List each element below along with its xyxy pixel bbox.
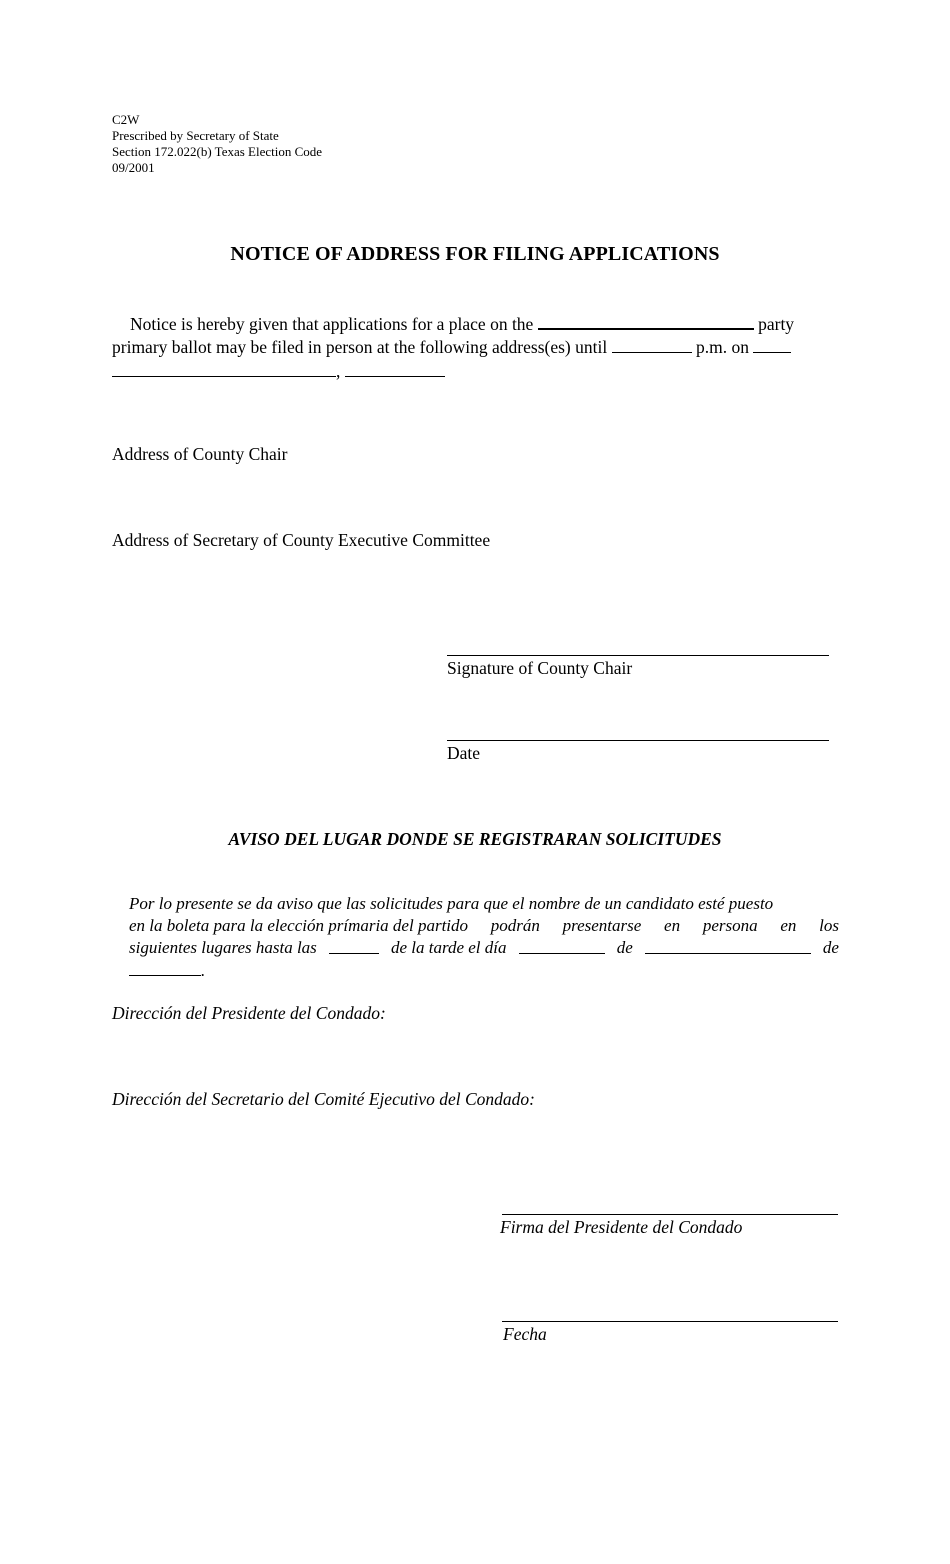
filing-month-field[interactable]: [112, 361, 336, 377]
form-code: C2W: [112, 112, 140, 127]
form-date: 09/2001: [112, 160, 155, 175]
aviso-text-1: Por lo presente se da aviso que las solicitudes para que el nombre de un candidato esté puesto: [129, 894, 774, 913]
notice-text-2a: primary ballot may be filed in person at the following address(es) until: [112, 337, 608, 357]
direccion-presidente-label: Dirección del Presidente del Condado:: [112, 1003, 386, 1023]
aviso-word: persona: [702, 916, 758, 935]
aviso-word: podrán: [490, 916, 540, 935]
fecha-line[interactable]: [502, 1321, 838, 1322]
aviso-word: los: [819, 916, 839, 935]
dia-field[interactable]: [519, 938, 605, 954]
page-title: NOTICE OF ADDRESS FOR FILING APPLICATIONS: [230, 243, 720, 265]
aviso-line-3: [129, 938, 839, 958]
fecha-label: Fecha: [503, 1324, 547, 1344]
notice-line-1: [112, 313, 839, 335]
secretary-address-label: Address of Secretary of County Executive Committee: [112, 530, 491, 550]
aviso-word: en: [664, 916, 681, 935]
party-name-field[interactable]: [538, 313, 754, 330]
aviso-line-4: [129, 960, 839, 981]
firma-label: Firma del Presidente del Condado: [500, 1217, 743, 1237]
aviso-text-3b: de la tarde el día: [390, 938, 507, 957]
ano-field[interactable]: [129, 960, 201, 976]
notice-text-2b: p.m. on: [695, 337, 749, 357]
aviso-text-3a: siguientes lugares hasta las: [129, 938, 317, 957]
aviso-word: en la boleta para la elección prímaria del partido: [129, 916, 469, 935]
filing-time-field[interactable]: [612, 337, 692, 353]
prescribed-by: Prescribed by Secretary of State: [112, 128, 279, 143]
aviso-word: en: [780, 916, 797, 935]
aviso-line-1: [129, 894, 839, 914]
election-code-section: Section 172.022(b) Texas Election Code: [112, 144, 323, 159]
mes-field[interactable]: [645, 938, 811, 954]
notice-line-2: [112, 337, 839, 358]
filing-day-field[interactable]: [753, 337, 791, 353]
notice-text-1a: Notice is hereby given that applications for a place on the: [130, 314, 534, 334]
date-line[interactable]: [447, 740, 829, 741]
notice-comma: ,: [336, 361, 341, 381]
hora-field[interactable]: [329, 938, 379, 954]
date-label: Date: [447, 743, 481, 763]
signature-label: Signature of County Chair: [447, 658, 633, 678]
aviso-line-2: [129, 916, 839, 936]
notice-line-3: [112, 361, 839, 382]
aviso-word: presentarse: [562, 916, 642, 935]
firma-line[interactable]: [502, 1214, 838, 1215]
aviso-period: .: [201, 961, 206, 980]
aviso-text-3c: de: [616, 938, 633, 957]
direccion-secretario-label: Dirección del Secretario del Comité Ejecutivo del Condado:: [112, 1089, 535, 1109]
filing-year-field[interactable]: [345, 361, 445, 377]
county-chair-address-label: Address of County Chair: [112, 444, 288, 464]
aviso-text-3d: de: [822, 938, 839, 957]
signature-line[interactable]: [447, 655, 829, 656]
spanish-title: AVISO DEL LUGAR DONDE SE REGISTRARAN SOLICITUDES: [228, 829, 722, 849]
notice-text-1b: party: [758, 314, 795, 334]
